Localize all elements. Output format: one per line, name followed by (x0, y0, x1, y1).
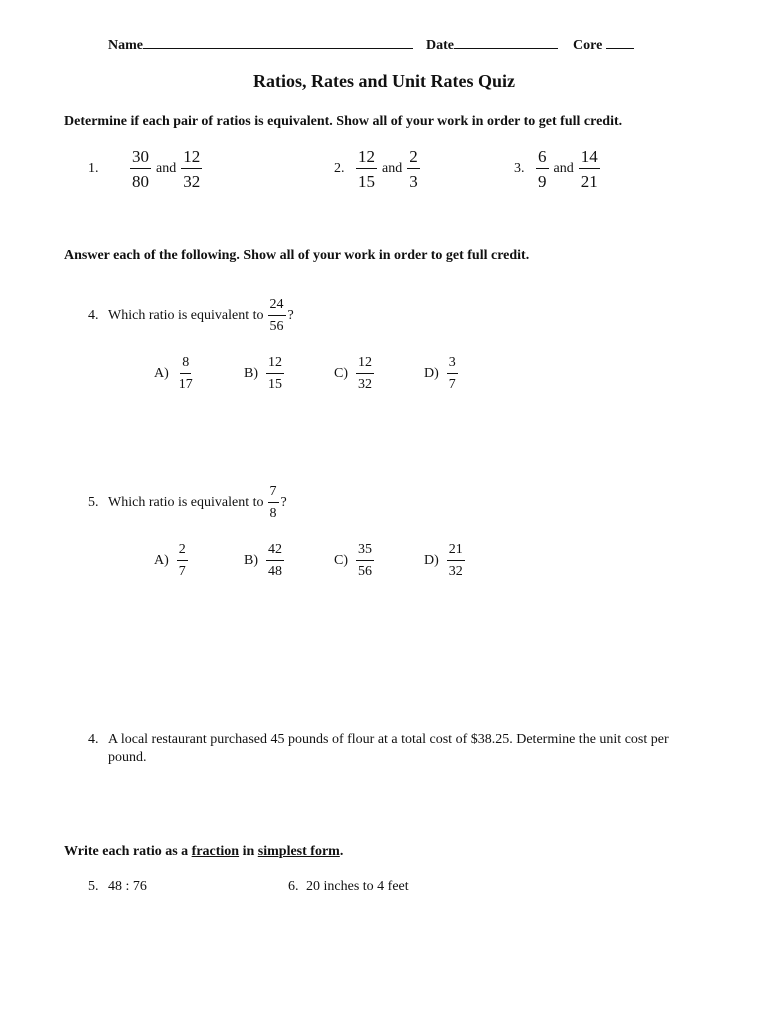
question-number: 4. (88, 732, 99, 747)
section3-instruction: Write each ratio as a fraction in simplest form. (64, 844, 344, 859)
question-number: 4. (88, 308, 99, 323)
question-4 (88, 298, 294, 334)
simplest-form-underlined: simplest form (257, 844, 340, 859)
core-label: Core (573, 38, 603, 53)
q4-option-a[interactable]: A) $\frac{8}{17}$ (154, 355, 193, 392)
question-number: 6. (288, 879, 299, 894)
question-mark: ? (287, 308, 294, 323)
and-word: and (553, 161, 574, 176)
word-problem-4 (88, 731, 708, 767)
target-fraction: $\frac{7}{8}$ (269, 484, 277, 521)
question-text: Which ratio is equivalent to (108, 495, 264, 510)
fraction: $\frac{8}{17}$ (178, 355, 193, 392)
and-word: and (156, 161, 177, 176)
question-6-ratio (288, 878, 409, 896)
item-number: 2. (334, 161, 345, 176)
question-text: 20 inches to 4 feet (306, 879, 409, 894)
fraction-underlined: fraction (191, 844, 240, 859)
core-blank[interactable] (606, 36, 634, 49)
question-text: 48 : 76 (108, 879, 147, 894)
fraction: $\frac{3}{7}$ (448, 355, 456, 392)
target-fraction: $\frac{24}{56}$ (269, 297, 284, 334)
equivalence-item-1 (88, 148, 202, 190)
q4-option-c[interactable]: C) $\frac{12}{32}$ (334, 355, 372, 392)
question-mark: ? (280, 495, 287, 510)
name-blank[interactable] (143, 36, 413, 49)
fraction: $\frac{2}{3}$ (409, 147, 418, 191)
equivalence-item-2 (334, 148, 420, 190)
q5-option-a[interactable]: A) $\frac{2}{7}$ (154, 542, 186, 579)
question-number: 5. (88, 879, 99, 894)
date-label: Date (426, 38, 454, 53)
student-info-header (108, 36, 634, 54)
and-word: and (382, 161, 403, 176)
question-text: Which ratio is equivalent to (108, 308, 264, 323)
fraction: $\frac{12}{15}$ (268, 355, 282, 392)
name-label: Name (108, 38, 143, 53)
fraction: $\frac{21}{32}$ (448, 542, 463, 579)
equivalence-item-3 (514, 148, 600, 190)
fraction: $\frac{35}{56}$ (358, 542, 372, 579)
fraction: $\frac{42}{48}$ (268, 542, 282, 579)
fraction: $\frac{12}{32}$ (183, 147, 201, 191)
fraction: $\frac{14}{21}$ (580, 147, 598, 191)
fraction: $\frac{2}{7}$ (178, 542, 186, 579)
fraction: $\frac{30}{80}$ (132, 147, 149, 191)
fraction: $\frac{6}{9}$ (538, 147, 547, 191)
section2-instruction: Answer each of the following. Show all of your work in order to get full credit. (64, 248, 530, 263)
q5-option-b[interactable]: B) $\frac{42}{48}$ (244, 542, 282, 579)
q5-option-d[interactable]: D) $\frac{21}{32}$ (424, 542, 463, 579)
q5-option-c[interactable]: C) $\frac{35}{56}$ (334, 542, 372, 579)
item-number: 3. (514, 161, 525, 176)
question-text: A local restaurant purchased 45 pounds of flour at a total cost of $38.25. Determine the unit cost per pound. (108, 732, 669, 765)
page-title: Ratios, Rates and Unit Rates Quiz (252, 71, 515, 91)
question-5 (88, 485, 287, 521)
q4-option-d[interactable]: D) $\frac{3}{7}$ (424, 355, 456, 392)
question-5-ratio (88, 878, 147, 896)
q4-option-b[interactable]: B) $\frac{12}{15}$ (244, 355, 282, 392)
item-number: 1. (88, 161, 99, 176)
fraction: $\frac{12}{32}$ (358, 355, 372, 392)
date-blank[interactable] (454, 36, 558, 49)
fraction: $\frac{12}{15}$ (358, 147, 375, 191)
question-number: 5. (88, 495, 99, 510)
section1-instruction: Determine if each pair of ratios is equivalent. Show all of your work in order to get full credit. (64, 114, 623, 129)
